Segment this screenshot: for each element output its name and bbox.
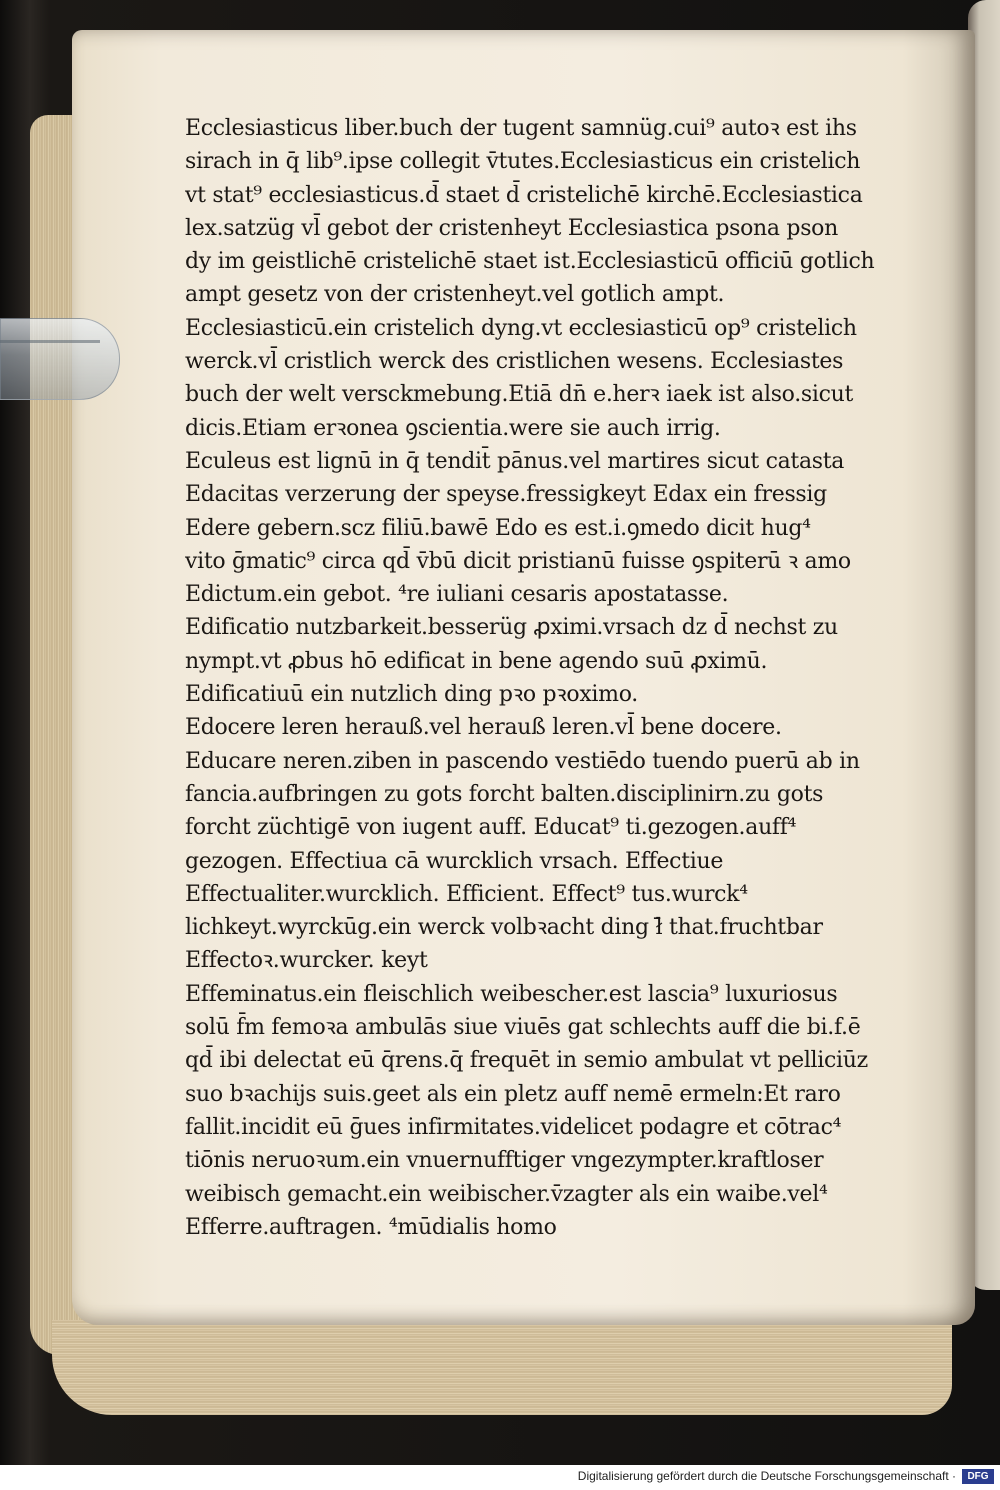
- text-line: Edere gebern.scz filiū.bawē Edo es est.i.ꝯmedo dicit hug⁴: [185, 515, 811, 541]
- text-line: Edocere leren herauß.vel herauß leren.vl̄ bene docere.: [185, 715, 782, 741]
- text-line: lex.satzüg vl̄ gebot der cristenheyt Ecclesiastica psona pson: [185, 215, 839, 241]
- text-line: Effeminatus.ein fleischlich weibescher.est lascia⁹ luxuriosus: [185, 981, 838, 1007]
- text-line: Efferre.auftragen. ⁴mūdialis homo: [185, 1214, 557, 1240]
- funding-credit: Digitalisierung gefördert durch die Deutsche Forschungsgemeinschaft ·: [577, 1469, 956, 1483]
- text-line: Effectoꝛ.wurcker. keyt: [185, 948, 428, 974]
- text-line: Edacitas verzerung der speyse.fressigkeyt Edax ein fressig: [185, 482, 827, 508]
- text-line: Effectualiter.wurcklich. Efficient. Effect⁹ tus.wurck⁴: [185, 881, 748, 907]
- text-line: Educare neren.ziben in pascendo vestiēdo tuendo puerū ab in: [185, 748, 860, 774]
- text-line: fancia.aufbringen zu gots forcht balten.disciplinirn.zu gots: [185, 781, 824, 807]
- text-line: vito ḡmatic⁹ circa qd̄ v̄bū dicit pristianū fuisse ꝯspiterū ꝛ amo: [185, 548, 851, 574]
- text-line: dicis.Etiam erꝛonea ꝯscientia.were sie auch irrig.: [185, 415, 721, 441]
- text-line: vt stat⁹ ecclesiasticus.d̄ staet d̄ cristelichē kirchē.Ecclesiastica: [185, 182, 863, 208]
- text-line: buch der welt versckmebung.Etiā dn̄ e.herꝛ iaek ist also.sicut: [185, 382, 854, 408]
- text-line: nympt.vt ꝓbus hō edificat in bene agendo suū ꝓximū.: [185, 648, 768, 674]
- page-holder-clip: [0, 318, 120, 400]
- text-line: ampt gesetz von der cristenheyt.vel gotlich ampt.: [185, 282, 725, 308]
- text-line: weibisch gemacht.ein weibischer.v̄zagter als ein waibe.vel⁴: [185, 1181, 828, 1207]
- page-text: [185, 112, 875, 1244]
- footer-bar: [0, 1465, 1000, 1490]
- page-holder-clip-edge: [0, 340, 100, 343]
- text-line: qd̄ ibi delectat eū q̄rens.q̄ frequēt in semio ambulat vt pelliciūz: [185, 1048, 868, 1074]
- text-line: dy im geistlichē cristelichē staet ist.Ecclesiasticū officiū gotlich: [185, 249, 875, 275]
- text-line: gezogen. Effectiua cā wurcklich vrsach. Effectiue: [185, 848, 724, 874]
- text-line: werck.vl̄ cristlich werck des cristlichen wesens. Ecclesiastes: [185, 349, 844, 375]
- text-line: Eculeus est lignū in q̄ tendit̄ pānus.vel martires sicut catasta: [185, 448, 845, 474]
- text-line: fallit.incidit eū ḡues infirmitates.videlicet podagre et cōtrac⁴: [185, 1114, 842, 1140]
- page-edges-bottom: [52, 1320, 952, 1415]
- text-line: lichkeyt.wyrckūg.ein werck volbꝛacht ding ł̄ that.fruchtbar: [185, 915, 823, 941]
- text-line: solū f̄m femoꝛa ambulās siue viuēs gat schlechts auff die bi.f.ē: [185, 1015, 861, 1041]
- text-line: Ecclesiasticū.ein cristelich dyng.vt ecclesiasticū op⁹ cristelich: [185, 315, 857, 341]
- text-line: tiōnis neruoꝛum.ein vnuernufftiger vngezympter.kraftloser: [185, 1148, 824, 1174]
- text-line: Edificatiuū ein nutzlich ding pꝛo pꝛoximo.: [185, 682, 638, 708]
- dfg-logo: DFG: [962, 1469, 994, 1484]
- text-line: suo bꝛachijs suis.geet als ein pletz auff nemē ermeln:Et raro: [185, 1081, 841, 1107]
- text-line: Edificatio nutzbarkeit.besserüg ꝓximi.vrsach dz d̄ nechst zu: [185, 615, 838, 641]
- text-line: sirach in q̄ lib⁹.ipse collegit v̄tutes.Ecclesiasticus ein cristelich: [185, 149, 861, 175]
- text-line: Ecclesiasticus liber.buch der tugent samnüg.cui⁹ autoꝛ est ihs: [185, 116, 857, 141]
- text-line: Edictum.ein gebot. ⁴re iuliani cesaris apostatasse.: [185, 582, 729, 608]
- text-line: forcht züchtigē von iugent auff. Educat⁹ ti.gezogen.auff⁴: [185, 815, 797, 841]
